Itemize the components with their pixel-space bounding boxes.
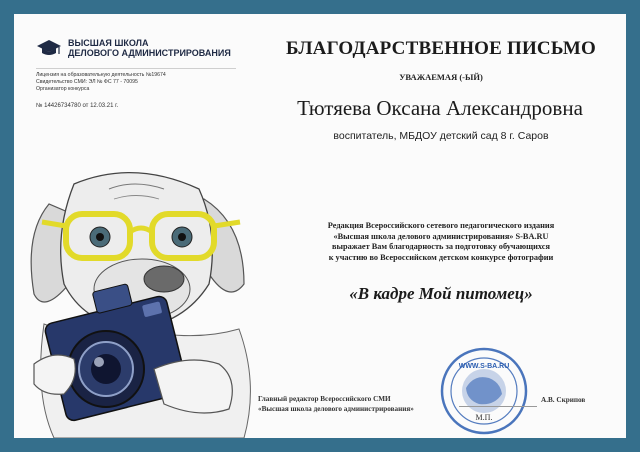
signature-line (459, 406, 537, 407)
logo-line-2: ДЕЛОВОГО АДМИНИСТРИРОВАНИЯ (68, 48, 231, 58)
gratitude-line-1: Редакция Всероссийского сетевого педагогического издания (327, 221, 555, 230)
logo-text (68, 38, 231, 58)
stamp-initials: М.П. (475, 413, 493, 422)
certificate-sheet (14, 14, 626, 438)
license-line-3: Организатор конкурса (36, 86, 90, 92)
gratitude-line-3: выражает Вам благодарность за подготовку обучающихся (332, 242, 550, 252)
stamp-text: WWW.S-BA.RU (458, 363, 510, 370)
graduation-cap-icon (36, 38, 62, 58)
organization-stamp (434, 342, 534, 438)
recipient-position: воспитатель, МБДОУ детский сад 8 г. Саров (333, 130, 549, 142)
logo-line-1: ВЫСШАЯ ШКОЛА (68, 38, 149, 48)
editor-role-line-1: Главный редактор Всероссийского СМИ (258, 395, 391, 403)
certificate-title: БЛАГОДАРСТВЕННОЕ ПИСЬМО (286, 38, 596, 59)
dog-with-camera-illustration (14, 164, 264, 438)
license-line-1: Лицензия на образовательную деятельность №19674 (36, 72, 166, 78)
signer-name: А.В. Скрипов (541, 396, 586, 404)
gratitude-line-4: к участию во Всероссийском детском конкурсе фотографии (328, 252, 554, 262)
editor-role (258, 394, 458, 414)
editor-role-line-2: «Высшая школа делового администрирования» (258, 405, 414, 413)
gratitude-text (276, 221, 606, 263)
gratitude-line-2: «Высшая школа делового администрирования» S-BA.RU (333, 231, 549, 241)
license-info (36, 72, 206, 93)
recipient-name: Тютяева Оксана Александровна (297, 96, 583, 120)
organization-logo (36, 38, 231, 58)
document-number: № 14426734780 от 12.03.21 г. (36, 103, 119, 109)
license-divider (36, 68, 236, 69)
salutation: УВАЖАЕМАЯ (-ЫЙ) (399, 72, 483, 82)
license-line-2: Свидетельство СМИ: ЭЛ № ФС 77 - 70095 (36, 79, 138, 85)
contest-name: «В кадре Мой питомец» (349, 284, 533, 303)
